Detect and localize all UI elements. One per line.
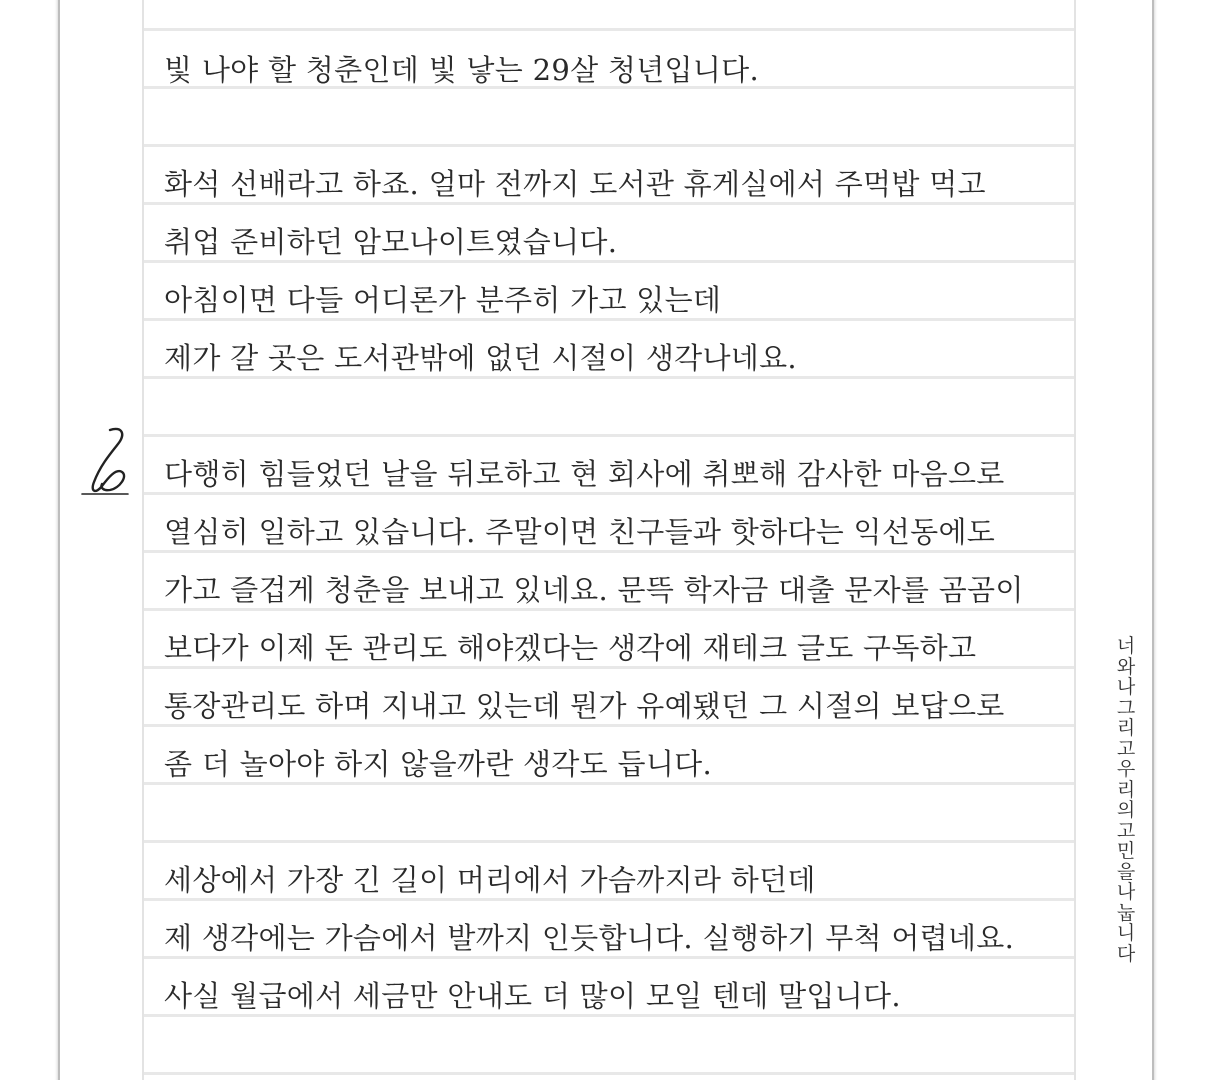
letter-line-6: 다행히 힘들었던 날을 뒤로하고 현 회사에 취뽀해 감사한 마음으로 [164,457,1005,491]
rule-line [144,376,1074,379]
letter-line-9: 보다가 이제 돈 관리도 해야겠다는 생각에 재테크 글도 구독하고 [164,631,977,665]
letter-line-7: 열심히 일하고 있습니다. 주말이면 친구들과 핫하다는 익선동에도 [164,515,996,549]
rule-line [144,318,1074,321]
letter-line-12: 세상에서 가장 긴 길이 머리에서 가슴까지라 하던데 [164,863,816,897]
rule-line [144,608,1074,611]
rule-line [144,1072,1074,1075]
rule-line [144,782,1074,785]
rule-line [144,144,1074,147]
rule-line [144,956,1074,959]
letter-line-11: 좀 더 놀아야 하지 않을까란 생각도 듭니다. [164,747,712,781]
rule-line [144,840,1074,843]
rule-line [144,724,1074,727]
rule-line [144,202,1074,205]
letter-line-8: 가고 즐겁게 청춘을 보내고 있네요. 문뜩 학자금 대출 문자를 곰곰이 [164,573,1024,607]
rule-line [144,898,1074,901]
letter-line-10: 통장관리도 하며 지내고 있는데 뭔가 유예됐던 그 시절의 보답으로 [164,689,1005,723]
letter-line-13: 제 생각에는 가슴에서 발까지 인듯합니다. 실행하기 무척 어렵네요. [164,921,1015,955]
rule-line [144,550,1074,553]
letter-line-3: 취업 준비하던 암모나이트였습니다. [164,225,618,259]
rule-line [144,1014,1074,1017]
rule-line [144,434,1074,437]
rule-line [144,492,1074,495]
letter-line-1: 빛 나야 할 청춘인데 빛 낳는 29살 청년입니다. [164,53,759,87]
side-caption: 너와 나 그리고 우리의 고민을 나눕니다 [1116,635,1136,965]
letter-line-4: 아침이면 다들 어디론가 분주히 가고 있는데 [164,283,722,317]
letter-line-5: 제가 갈 곳은 도서관밖에 없던 시절이 생각나네요. [164,341,797,375]
rule-line [144,666,1074,669]
rule-line [144,260,1074,263]
signature-b-icon [76,424,132,500]
rule-line [144,28,1074,31]
letter-line-2: 화석 선배라고 하죠. 얼마 전까지 도서관 휴게실에서 주먹밥 먹고 [164,167,986,201]
letter-line-14: 사실 월급에서 세금만 안내도 더 많이 모일 텐데 말입니다. [164,979,901,1013]
